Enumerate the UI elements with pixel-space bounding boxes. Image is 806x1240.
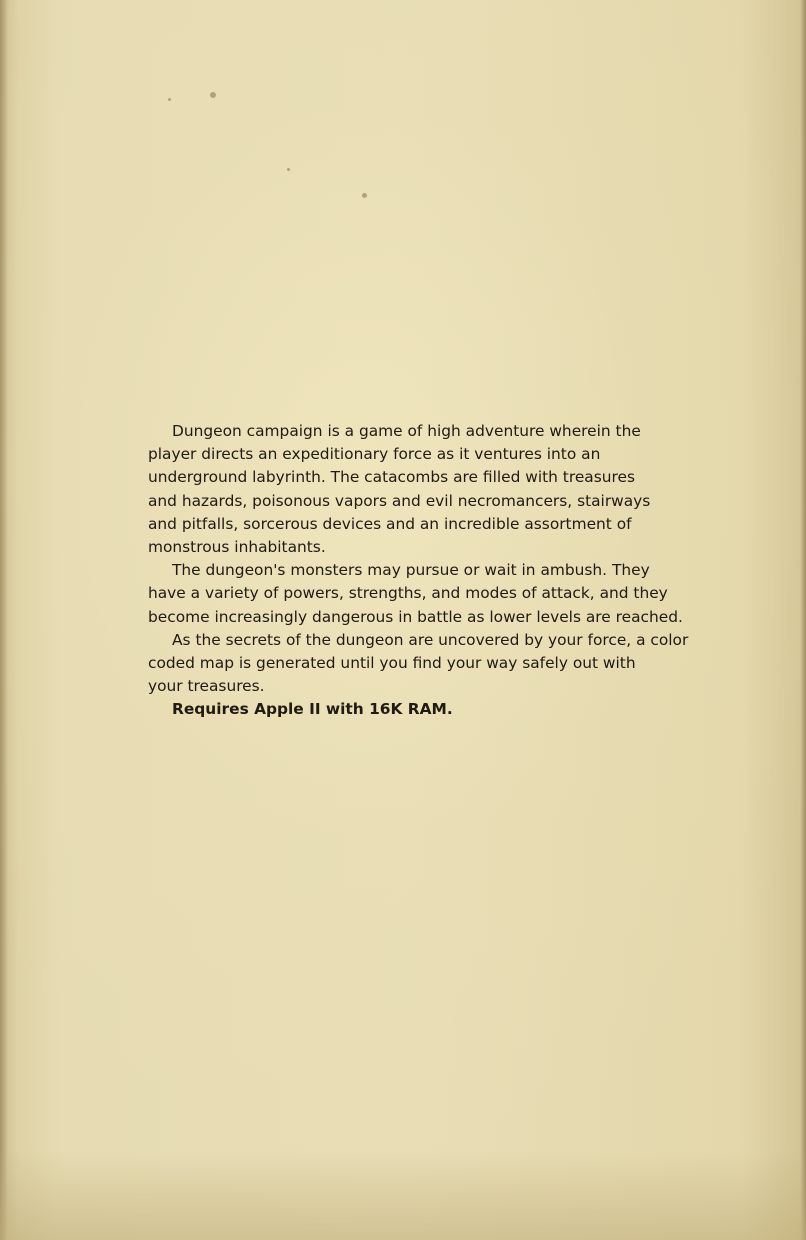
paper-edge-left	[0, 0, 8, 1240]
paper-edge-right	[800, 0, 806, 1240]
paper-speck	[168, 98, 171, 101]
description-paragraph-monsters: The dungeon's monsters may pursue or wait in ambush. They have a variety of powers, strengths, and modes of attack, and they become increasingly dangerous in battle as lower levels are reached.	[148, 561, 683, 626]
paper-speck	[362, 193, 367, 198]
paper-edge-bottom	[0, 1150, 806, 1240]
paper-speck	[287, 168, 290, 171]
description-paragraph-intro: Dungeon campaign is a game of high adventure wherein the player directs an expeditionary force as it ventures into an underground labyrinth. The catacombs are filled with treasures and hazards, poisonous vapors and evil necromancers, stairways and pitfalls, sorcerous devices and an incredible assortment of monstrous inhabitants.	[148, 422, 651, 557]
game-description	[148, 420, 778, 722]
description-paragraph-map: As the secrets of the dungeon are uncovered by your force, a color coded map is generated until you find your way safely out with your treasures.	[148, 630, 689, 696]
system-requirements: Requires Apple II with 16K RAM.	[172, 700, 453, 719]
paper-speck	[210, 92, 216, 98]
